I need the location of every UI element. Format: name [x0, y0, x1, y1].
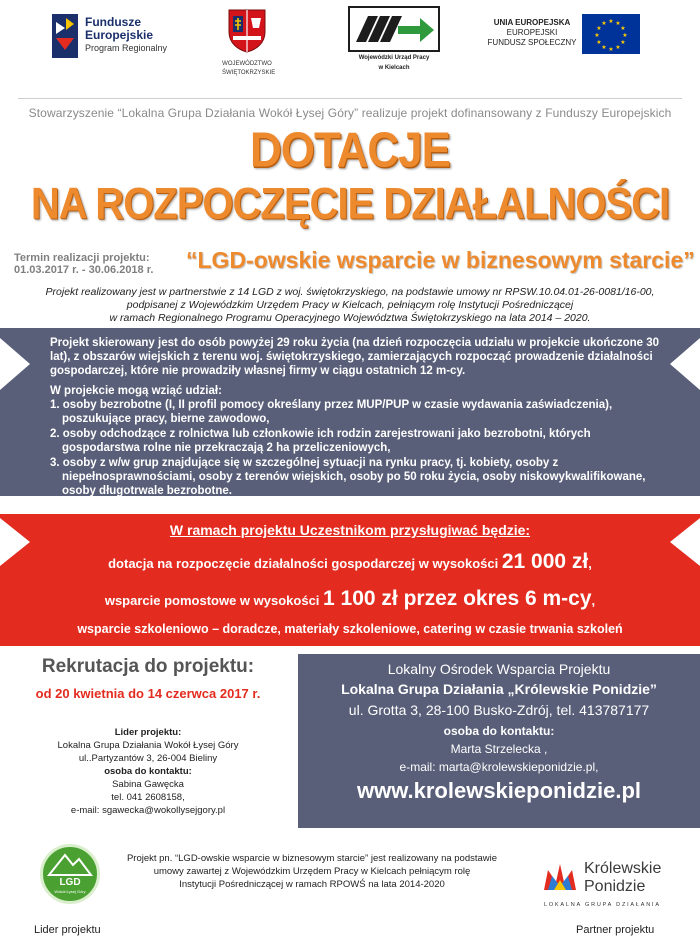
- ue-line1: UNIA EUROPEJSKA: [493, 18, 571, 27]
- recruitment-dates: od 20 kwietnia do 14 czerwca 2017 r.: [35, 686, 261, 701]
- partner-info-line3: w ramach Regionalnego Programu Operacyjnego Województwa Świętokrzyskiego na lata 2014 – 2020.: [109, 312, 591, 324]
- benefit-grant-comma: ,: [588, 556, 592, 571]
- benefits-heading: W ramach projektu Uczestnikom przysługiwać będzie:: [169, 522, 531, 538]
- kp-subtitle: LOKALNA GRUPA DZIAŁANIA: [544, 902, 661, 908]
- list-item: 2. osoby odchodzące z rolnictwa lub członkowie ich rodzin zarejestrowani jako bezrobotni, których gospodarstwa rolne nie przekraczają 2 ha przeliczeniowych,: [50, 428, 591, 454]
- svg-text:★: ★: [608, 46, 614, 53]
- svg-text:★: ★: [608, 18, 614, 25]
- svg-text:★: ★: [601, 44, 607, 51]
- sk-line2: ŚWIĘTOKRZYSKIE: [222, 70, 276, 76]
- partner-caption: Partner projektu: [576, 924, 655, 936]
- svg-text:★: ★: [594, 32, 600, 39]
- fe-line3: Program Regionalny: [85, 43, 168, 53]
- svg-text:★: ★: [615, 44, 621, 51]
- list-item: 1. osoby bezrobotne (I, II profil pomocy określany przez MUP/PUP w czasie wydawania zaświadczenia), poszukujące pracy, bierne zawodowo,: [50, 399, 613, 425]
- term-block: [14, 252, 153, 276]
- mountain-icon: [43, 847, 97, 877]
- lgd-logo: [40, 844, 100, 904]
- partner-info-line1: Projekt realizowany jest w partnerstwie z 14 LGD z woj. świętokrzyskiego, na podstawie umowy nr RPSW.10.04.01-26-0081/16-00,: [45, 286, 655, 298]
- benefit-grant: [0, 550, 700, 574]
- term-dates: 01.03.2017 r. - 30.06.2018 r.: [14, 264, 154, 276]
- lider-caption: Lider projektu: [34, 924, 101, 936]
- benefit-bridge: [0, 587, 700, 611]
- list-item: 3. osoby z w/w grup znajdujące się w szczególnej sytuacji na rynku pracy, tj. kobiety, osoby z niepełnosprawnościami, osoby z terenów wiejskich, osoby po 50 roku życia, osoby niskowykwalifikowane, osoby długotrwale bezrobotne.: [50, 457, 646, 497]
- coat-of-arms-icon: [225, 6, 269, 54]
- footer-text-line3: Instytucji Pośredniczącej w ramach RPOWŚ na lata 2014-2020: [179, 879, 445, 890]
- lider-contact-name: Sabina Gawęcka: [112, 779, 184, 790]
- kp-name-line1: Królewskie: [584, 860, 662, 877]
- website-link[interactable]: www.krolewskieponidzie.pl: [356, 778, 642, 803]
- contact-person-label: osoba do kontaktu:: [443, 724, 555, 738]
- eligibility-intro: Projekt skierowany jest do osób powyżej 29 roku życia (na dzień rozpoczęcia udziału w projekcie ukończone 30 lat), z obszarów wiejskich z terenu woj. świętokrzyskiego, zamierzających rozpocząć prowadzenie działalności gospodarczej, które nie prowadziły własnej firmy w ciągu ostatnich 12 m-cy.: [50, 337, 660, 377]
- fe-line2: Europejskie: [85, 28, 154, 42]
- arrow-left-icon: [0, 338, 30, 390]
- lider-tel: tel. 041 2608158,: [111, 792, 185, 803]
- wup-line2: w Kielcach: [378, 65, 410, 71]
- lider-label: Lider projektu:: [114, 727, 182, 738]
- ue-line3: FUNDUSZ SPOŁECZNY: [487, 38, 577, 47]
- benefit-grant-text: dotacja na rozpoczęcie działalności gospodarczej w wysokości: [108, 556, 502, 571]
- lider-name: Lokalna Grupa Działania Wokół Łysej Góry: [57, 740, 239, 751]
- recruitment-title: Rekrutacja do projektu:: [41, 656, 255, 677]
- svg-text:★: ★: [596, 39, 602, 46]
- contact-email[interactable]: e-mail: marta@krolewskieponidzie.pl,: [399, 760, 599, 774]
- footer-text-line2: umowy zawartej z Wojewódzkim Urzędem Pracy w Kielcach pełniącym rolę: [153, 866, 471, 877]
- partner-info-line2: podpisanej z Wojewódzkim Urzędem Pracy w Kielcach, pełniącym rolę Instytucji Pośredniczącej: [126, 299, 574, 311]
- kp-name-line2: Ponidzie: [584, 878, 646, 895]
- intro-text: Stowarzyszenie “Lokalna Grupa Działania Wokół Łysej Góry” realizuje projekt dofinansowany z Funduszy Europejskich: [28, 106, 672, 120]
- fundusze-europejskie-logo: [52, 12, 182, 64]
- svg-text:★: ★: [601, 20, 607, 27]
- logo-header: [0, 0, 700, 90]
- svg-text:★: ★: [620, 25, 626, 32]
- footer-text-line1: Projekt pn. “LGD-owskie wsparcie w biznesowym starcie” jest realizowany na podstawie: [126, 853, 498, 864]
- benefits-panel: [0, 514, 700, 646]
- svg-text:★: ★: [622, 32, 628, 39]
- contact-line3: ul. Grotta 3, 28-100 Busko-Zdrój, tel. 413787177: [348, 702, 650, 718]
- ue-efs-logo: [486, 14, 646, 62]
- lgd-logo-subtext: Wokół Łysej Góry: [54, 889, 86, 894]
- krolewskie-ponidzie-logo: [540, 860, 700, 920]
- sk-line1: WOJEWÓDZTWO: [222, 61, 272, 67]
- contact-line1: Lokalny Ośrodek Wsparcia Projektu: [387, 661, 611, 677]
- title-line1: DOTACJE: [250, 123, 450, 178]
- crown-icon: [540, 860, 580, 900]
- bridge-amount: 1 100 zł przez okres 6 m-cy: [323, 587, 592, 610]
- title-line2: NA ROZPOCZĘCIE DZIAŁALNOŚCI: [30, 179, 670, 229]
- eligibility-list: [50, 398, 660, 498]
- contact-panel: [298, 654, 700, 828]
- svg-text:★: ★: [596, 25, 602, 32]
- benefit-bridge-comma: ,: [591, 593, 596, 608]
- benefit-bridge-text: wsparcie pomostowe w wysokości: [104, 593, 324, 608]
- separator-line: [18, 98, 682, 99]
- eu-flag-icon: [582, 14, 640, 54]
- partner-info: [0, 286, 700, 325]
- lider-contact-label: osoba do kontaktu:: [104, 766, 192, 777]
- eligibility-panel: [0, 328, 700, 496]
- wup-logo: [348, 6, 440, 82]
- lider-email[interactable]: e-mail: sgawecka@wokollysejgory.pl: [70, 805, 226, 816]
- eligibility-list-title: W projekcie mogą wziąć udział:: [50, 385, 222, 397]
- arrow-right-icon: [670, 338, 700, 390]
- footer-text: [110, 852, 514, 891]
- contact-line2: Lokalna Grupa Działania „Królewskie Ponidzie”: [341, 681, 657, 697]
- svg-text:★: ★: [615, 20, 621, 27]
- grant-amount: 21 000 zł: [501, 550, 589, 573]
- contact-person-name: Marta Strzelecka ,: [450, 742, 548, 756]
- wup-line1: Wojewódzki Urząd Pracy: [358, 55, 430, 61]
- lgd-logo-text: LGD: [59, 877, 81, 888]
- fe-flag-icon: [52, 14, 78, 58]
- lider-address: ul..Partyzantów 3, 26-004 Bieliny: [78, 753, 218, 764]
- fe-line1: Fundusze: [85, 15, 141, 29]
- term-label: Termin realizacji projektu:: [14, 252, 150, 264]
- lider-info: [0, 726, 296, 817]
- ue-line2: EUROPEJSKI: [506, 28, 558, 37]
- swietokrzyskie-logo: [222, 6, 276, 82]
- svg-text:★: ★: [620, 39, 626, 46]
- wup-arrow-icon: [350, 8, 438, 50]
- benefit-training: wsparcie szkoleniowo – doradcze, materiały szkoleniowe, catering w czasie trwania szkoleń: [77, 622, 623, 636]
- project-name: “LGD-owskie wsparcie w biznesowym starcie”: [186, 247, 695, 273]
